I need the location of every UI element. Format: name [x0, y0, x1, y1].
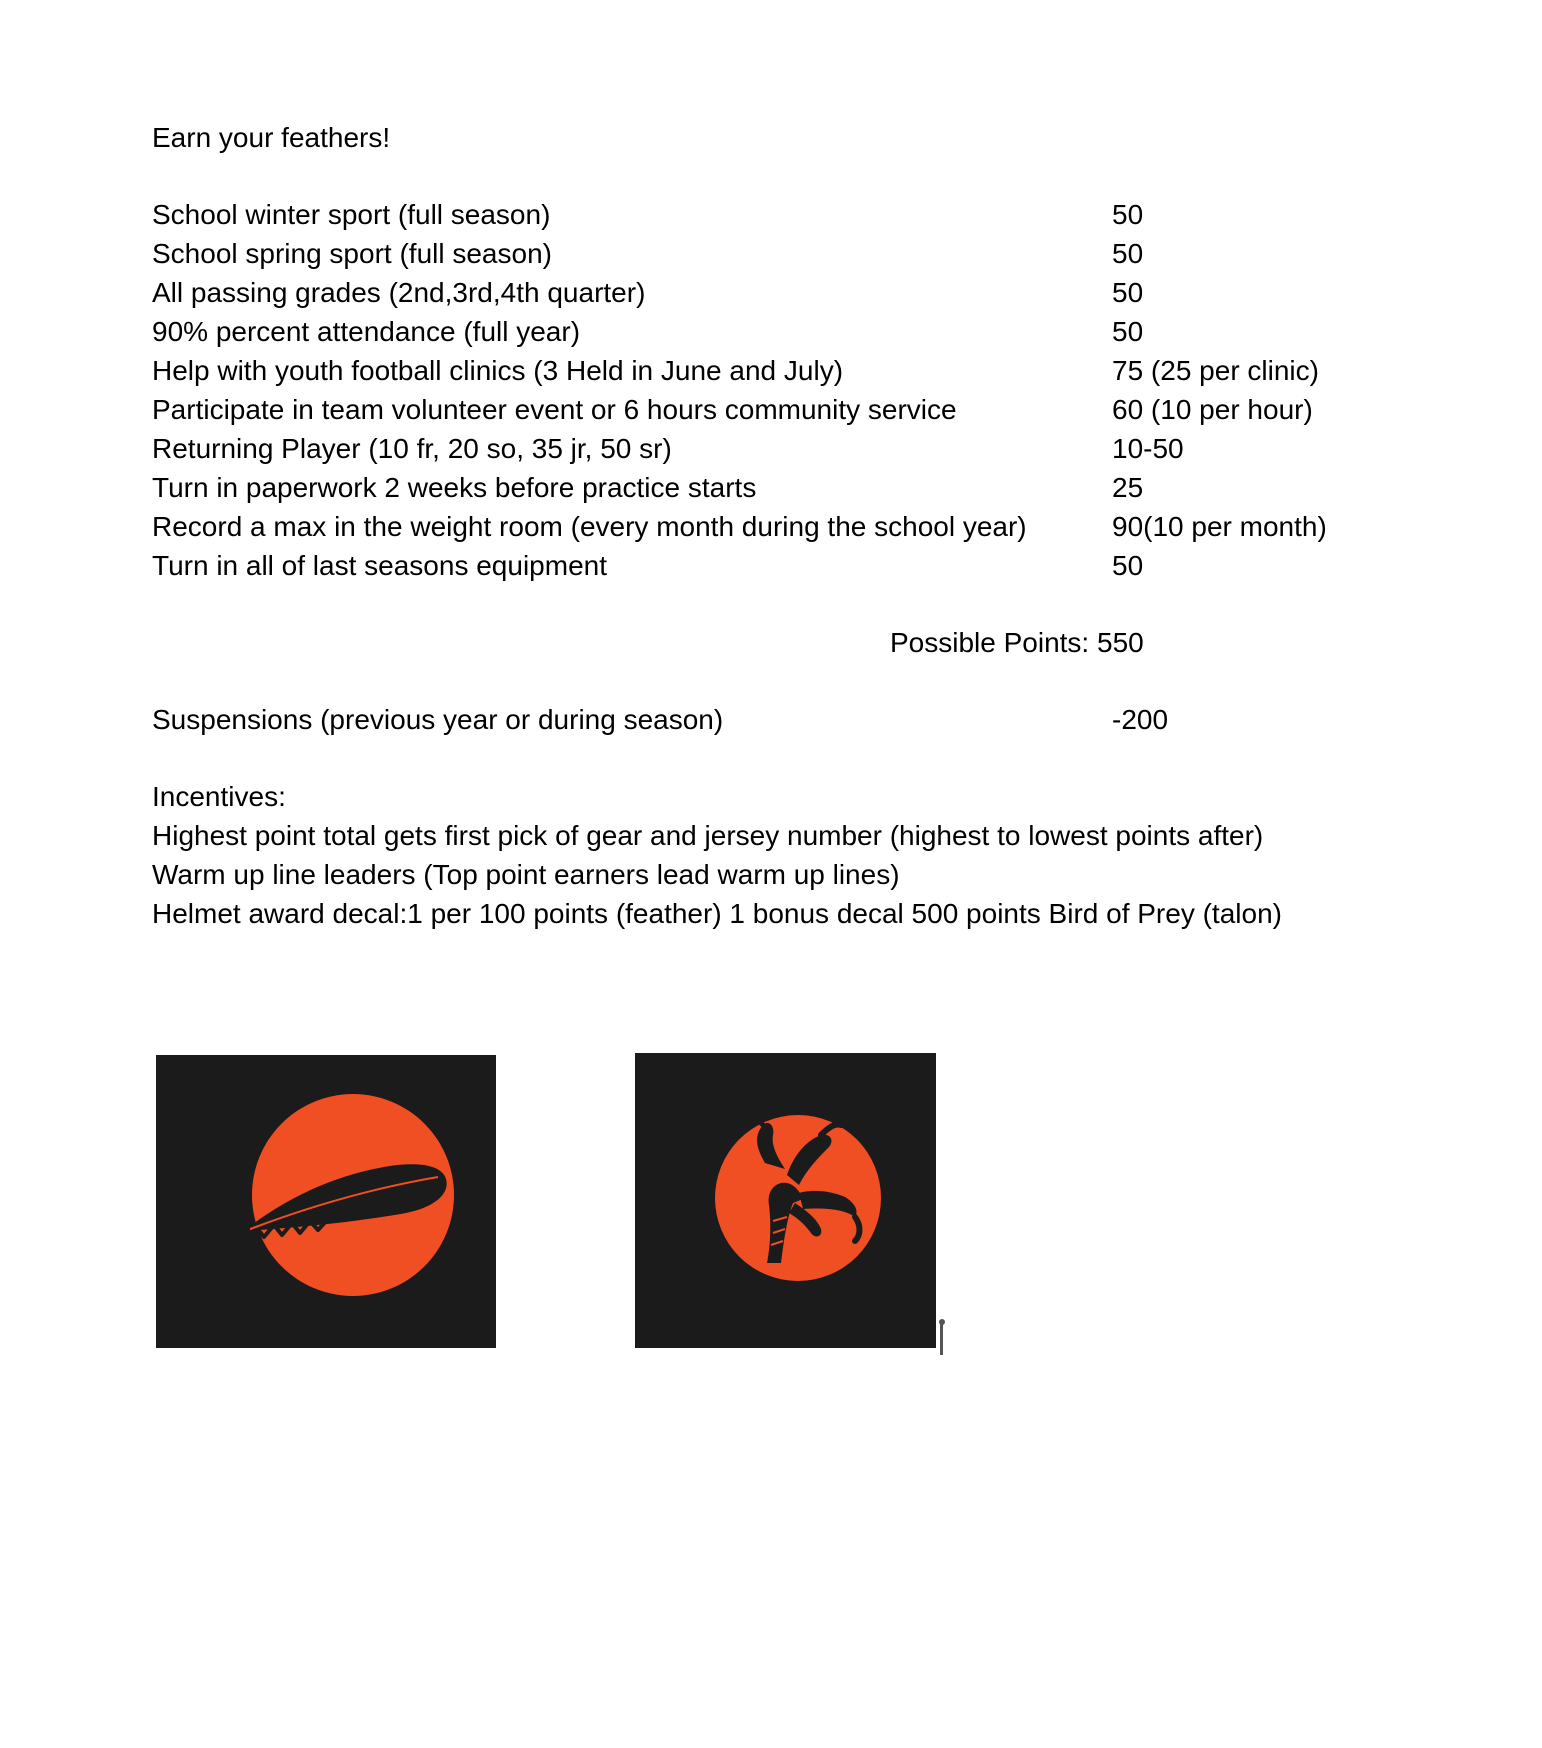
earn-row-points: 50 — [1112, 550, 1144, 581]
feather-decal-image[interactable] — [156, 1055, 496, 1348]
blank-line — [152, 157, 1402, 195]
earn-row — [152, 429, 1402, 468]
suspension-row — [152, 700, 1402, 739]
document-body — [152, 118, 1402, 933]
earn-row-points: 90(10 per month) — [1112, 511, 1327, 542]
earn-row-label: School spring sport (full season) — [152, 238, 552, 269]
possible-points-row — [152, 623, 1402, 662]
earn-row-label: Turn in paperwork 2 weeks before practice starts — [152, 472, 757, 503]
incentive-text: Warm up line leaders (Top point earners lead warm up lines) — [152, 859, 900, 890]
talon-decal-image[interactable] — [635, 1053, 936, 1348]
document-heading — [152, 118, 1402, 157]
incentives-title-row — [152, 777, 1402, 816]
earn-row-label: School winter sport (full season) — [152, 199, 551, 230]
earn-row-points: 50 — [1112, 316, 1144, 347]
blank-line — [152, 739, 1402, 777]
resize-handle-icon — [939, 1317, 945, 1355]
feather-icon — [156, 1055, 496, 1348]
earn-row-points: 50 — [1112, 277, 1144, 308]
possible-points-total: Possible Points: 550 — [890, 627, 1144, 658]
earn-row — [152, 273, 1402, 312]
incentives-title: Incentives: — [152, 781, 286, 812]
earn-row — [152, 312, 1402, 351]
earn-row-label: Turn in all of last seasons equipment — [152, 550, 607, 581]
incentive-text: Helmet award decal:1 per 100 points (feather) 1 bonus decal 500 points Bird of Prey (talon) — [152, 898, 1282, 929]
earn-list — [152, 195, 1402, 585]
earn-row-points: 50 — [1112, 238, 1144, 269]
earn-row-label: Help with youth football clinics (3 Held in June and July) — [152, 355, 844, 386]
incentive-item — [152, 816, 1402, 855]
suspension-points: -200 — [1112, 704, 1169, 735]
earn-row-label: Participate in team volunteer event or 6 hours community service — [152, 394, 957, 425]
earn-row-label: Returning Player (10 fr, 20 so, 35 jr, 50 sr) — [152, 433, 672, 464]
earn-row-label: All passing grades (2nd,3rd,4th quarter) — [152, 277, 646, 308]
earn-row-label: Record a max in the weight room (every month during the school year) — [152, 511, 1027, 542]
suspension-label: Suspensions (previous year or during season) — [152, 704, 724, 735]
earn-row — [152, 390, 1402, 429]
incentives-section — [152, 777, 1402, 933]
incentive-item — [152, 894, 1402, 933]
earn-row — [152, 351, 1402, 390]
earn-row-points: 75 (25 per clinic) — [1112, 355, 1319, 386]
earn-row — [152, 195, 1402, 234]
incentive-item — [152, 855, 1402, 894]
heading-text: Earn your feathers! — [152, 122, 391, 153]
earn-row — [152, 234, 1402, 273]
blank-line — [152, 662, 1402, 700]
earn-row-label: 90% percent attendance (full year) — [152, 316, 581, 347]
earn-row — [152, 468, 1402, 507]
earn-row-points: 10-50 — [1112, 433, 1184, 464]
incentive-text: Highest point total gets first pick of gear and jersey number (highest to lowest points after) — [152, 820, 1264, 851]
blank-line — [152, 585, 1402, 623]
earn-row-points: 50 — [1112, 199, 1144, 230]
talon-icon — [635, 1053, 936, 1348]
earn-row-points: 25 — [1112, 472, 1144, 503]
earn-row — [152, 546, 1402, 585]
earn-row-points: 60 (10 per hour) — [1112, 394, 1313, 425]
image-resize-handle[interactable] — [939, 1317, 945, 1355]
earn-row — [152, 507, 1402, 546]
